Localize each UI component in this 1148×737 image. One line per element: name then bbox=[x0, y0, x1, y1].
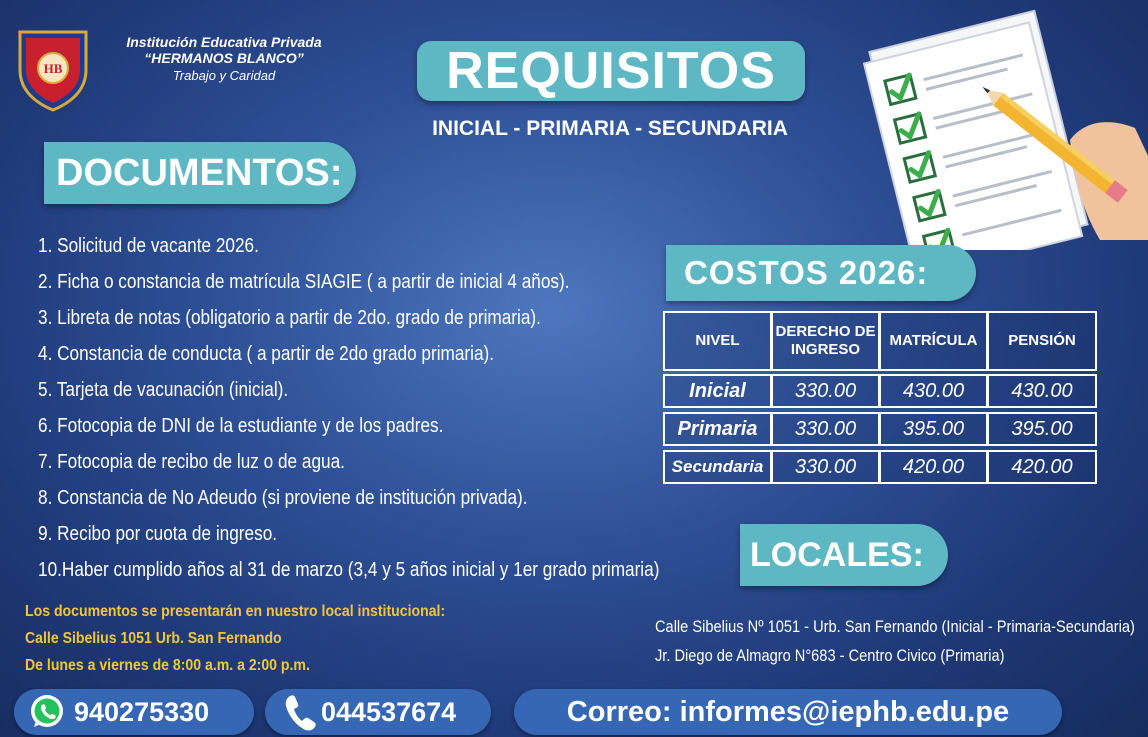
table-header-pension: PENSIÓN bbox=[987, 311, 1097, 371]
cell-nivel: Primaria bbox=[663, 412, 772, 446]
locales-heading: LOCALES: bbox=[740, 524, 948, 586]
levels-subtitle: INICIAL - PRIMARIA - SECUNDARIA bbox=[432, 117, 788, 140]
table-header-ingreso: DERECHO DE INGRESO bbox=[771, 311, 880, 371]
email-contact[interactable] bbox=[514, 689, 1062, 735]
phone-number: 044537674 bbox=[321, 696, 457, 727]
presentation-hours: De lunes a viernes de 8:00 a.m. a 2:00 p.m. bbox=[25, 657, 310, 674]
whatsapp-contact[interactable] bbox=[14, 689, 254, 735]
list-item: 10.Haber cumplido años al 31 de marzo (3,4 y 5 años inicial y 1er grado primaria) bbox=[38, 559, 660, 581]
phone-icon bbox=[283, 693, 317, 731]
cell-matricula: 420.00 bbox=[879, 450, 988, 484]
cell-ingreso: 330.00 bbox=[771, 450, 880, 484]
locales-list bbox=[655, 612, 1148, 670]
costs-heading: COSTOS 2026: bbox=[666, 245, 976, 301]
list-item: Calle Sibelius Nº 1051 - Urb. San Fernando (Inicial - Primaria-Secundaria) bbox=[655, 617, 1135, 636]
list-item: 5. Tarjeta de vacunación (inicial). bbox=[38, 379, 289, 401]
cell-nivel: Inicial bbox=[663, 374, 772, 408]
list-item: 8. Constancia de No Adeudo (si proviene de institución privada). bbox=[38, 487, 528, 509]
list-item: 3. Libreta de notas (obligatorio a partir de 2do. grado de primaria). bbox=[38, 307, 541, 329]
table-header-nivel: NIVEL bbox=[663, 311, 772, 371]
cell-ingreso: 330.00 bbox=[771, 374, 880, 408]
documents-heading: DOCUMENTOS: bbox=[44, 142, 356, 204]
page-title: REQUISITOS bbox=[417, 41, 805, 101]
whatsapp-number: 940275330 bbox=[74, 696, 210, 727]
list-item: Jr. Diego de Almagro N°683 - Centro Civico (Primaria) bbox=[655, 646, 1005, 665]
cell-pension: 395.00 bbox=[987, 412, 1097, 446]
cell-pension: 420.00 bbox=[987, 450, 1097, 484]
cell-ingreso: 330.00 bbox=[771, 412, 880, 446]
table-header-matricula: MATRÍCULA bbox=[879, 311, 988, 371]
list-item: 9. Recibo por cuota de ingreso. bbox=[38, 523, 278, 545]
presentation-address: Calle Sibelius 1051 Urb. San Fernando bbox=[25, 630, 282, 647]
costs-table bbox=[663, 311, 1097, 485]
list-item: 7. Fotocopia de recibo de luz o de agua. bbox=[38, 451, 345, 473]
phone-contact[interactable] bbox=[265, 689, 491, 735]
whatsapp-icon bbox=[28, 693, 66, 731]
crest-letters: HB bbox=[43, 61, 63, 76]
list-item: 2. Ficha o constancia de matrícula SIAGIE ( a partir de inicial 4 años). bbox=[38, 271, 570, 293]
crest-logo bbox=[16, 26, 90, 112]
cell-matricula: 430.00 bbox=[879, 374, 988, 408]
presentation-info bbox=[25, 598, 502, 679]
documents-list bbox=[38, 228, 761, 588]
institution-name: “HERMANOS BLANCO” bbox=[144, 50, 304, 66]
cell-matricula: 395.00 bbox=[879, 412, 988, 446]
email-address: Correo: informes@iephb.edu.pe bbox=[566, 695, 1010, 728]
presentation-line: Los documentos se presentarán en nuestro local institucional: bbox=[25, 603, 446, 620]
cell-nivel: Secundaria bbox=[663, 450, 772, 484]
list-item: 1. Solicitud de vacante 2026. bbox=[38, 235, 259, 257]
checklist-illustration bbox=[860, 0, 1148, 250]
list-item: 4. Constancia de conducta ( a partir de 2do grado primaria). bbox=[38, 343, 495, 365]
institution-motto: Trabajo y Caridad bbox=[172, 68, 276, 83]
cell-pension: 430.00 bbox=[987, 374, 1097, 408]
list-item: 6. Fotocopia de DNI de la estudiante y de los padres. bbox=[38, 415, 444, 437]
institution-type: Institución Educativa Privada bbox=[126, 34, 322, 50]
